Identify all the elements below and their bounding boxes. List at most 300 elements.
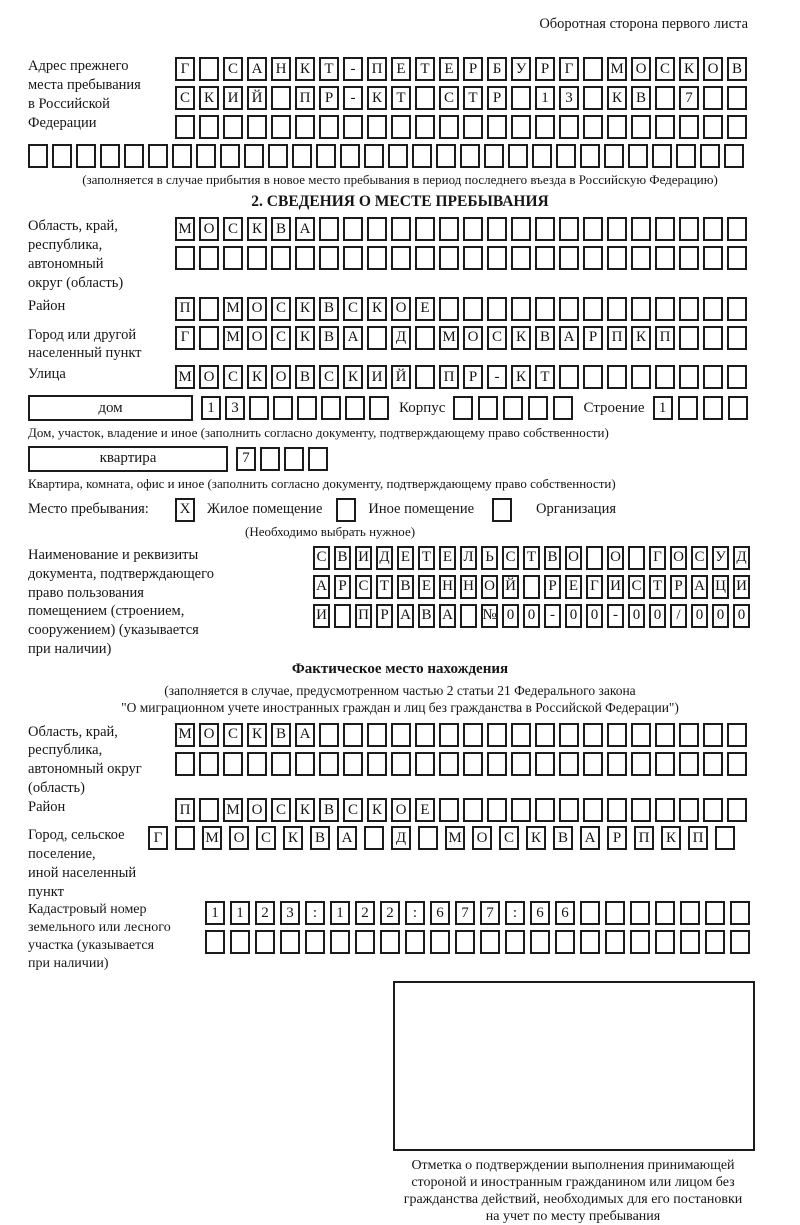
form-cell <box>330 930 350 954</box>
form-cell: В <box>310 826 330 850</box>
form-cell: - <box>343 57 363 81</box>
form-cell: Г <box>586 575 603 599</box>
ulitsa-label: Улица <box>28 366 66 383</box>
form-cell <box>271 86 291 110</box>
form-cell <box>199 297 219 321</box>
form-cell <box>705 901 725 925</box>
form-cell: Т <box>376 575 393 599</box>
form-cell: Н <box>271 57 291 81</box>
form-cell <box>655 297 675 321</box>
form-cell: Е <box>565 575 582 599</box>
form-cell <box>334 604 351 628</box>
raion-row <box>175 297 747 321</box>
form-cell <box>727 115 747 139</box>
form-cell <box>630 930 650 954</box>
form-cell <box>412 144 432 168</box>
form-cell <box>655 115 675 139</box>
form-cell <box>535 246 555 270</box>
form-cell <box>284 447 304 471</box>
form-cell: 3 <box>280 901 300 925</box>
form-cell: Й <box>502 575 519 599</box>
fact-note-1: (заполняется в случае, предусмотренном частью 2 статьи 21 Федерального закона <box>164 682 636 698</box>
form-cell <box>230 930 250 954</box>
form-cell <box>364 826 384 850</box>
form-cell <box>260 447 280 471</box>
form-cell <box>580 901 600 925</box>
form-cell <box>678 396 698 420</box>
form-cell <box>511 115 531 139</box>
choose-note: (Необходимо выбрать нужное) <box>245 523 416 539</box>
gorod-row <box>175 326 747 350</box>
form-cell: У <box>712 546 729 570</box>
form-cell <box>175 246 195 270</box>
form-cell <box>655 246 675 270</box>
form-cell <box>559 246 579 270</box>
form-cell <box>343 115 363 139</box>
form-cell: К <box>679 57 699 81</box>
form-cell: С <box>343 798 363 822</box>
form-cell: Т <box>319 57 339 81</box>
form-cell <box>628 546 645 570</box>
form-cell <box>247 246 267 270</box>
form-cell <box>52 144 72 168</box>
form-cell: Ь <box>481 546 498 570</box>
form-cell <box>172 144 192 168</box>
form-cell <box>535 297 555 321</box>
checkbox-inoe <box>336 498 356 522</box>
form-cell: Р <box>544 575 561 599</box>
form-cell <box>583 246 603 270</box>
form-cell <box>559 365 579 389</box>
form-cell <box>703 246 723 270</box>
form-cell: Д <box>376 546 393 570</box>
form-cell <box>607 798 627 822</box>
form-cell <box>583 752 603 776</box>
form-cell <box>631 798 651 822</box>
form-cell <box>28 144 48 168</box>
form-cell <box>316 144 336 168</box>
form-cell <box>205 930 225 954</box>
form-cell: П <box>607 326 627 350</box>
form-cell <box>319 217 339 241</box>
form-cell <box>508 144 528 168</box>
form-cell <box>559 217 579 241</box>
form-cell: : <box>305 901 325 925</box>
form-cell <box>532 144 552 168</box>
fact-raion-row <box>175 798 747 822</box>
prev-address-row-2 <box>175 86 747 110</box>
doc-rows <box>313 546 750 628</box>
form-cell: 6 <box>555 901 575 925</box>
mesto-label: Место пребывания: <box>28 501 149 518</box>
form-cell: И <box>223 86 243 110</box>
fact-oblast-row-1 <box>175 723 747 747</box>
form-cell <box>559 723 579 747</box>
form-cell: А <box>337 826 357 850</box>
form-cell: С <box>271 297 291 321</box>
form-cell: К <box>295 57 315 81</box>
form-cell: П <box>295 86 315 110</box>
form-cell <box>439 246 459 270</box>
zhiloe-label: Жилое помещение <box>207 501 323 518</box>
form-cell <box>343 752 363 776</box>
form-cell: М <box>223 326 243 350</box>
form-cell: 0 <box>586 604 603 628</box>
form-cell: Р <box>463 365 483 389</box>
form-cell <box>391 723 411 747</box>
form-cell: Р <box>583 326 603 350</box>
form-cell <box>268 144 288 168</box>
form-cell <box>559 752 579 776</box>
form-cell <box>528 396 548 420</box>
form-cell: П <box>175 798 195 822</box>
form-cell: 0 <box>691 604 708 628</box>
form-cell <box>175 752 195 776</box>
kvartira-caption: Квартира, комната, офис и иное (заполнить согласно документу, подтверждающему право собственности) <box>28 475 616 491</box>
form-cell: К <box>247 365 267 389</box>
form-cell: П <box>439 365 459 389</box>
form-cell <box>703 752 723 776</box>
form-cell: В <box>295 365 315 389</box>
form-cell <box>460 604 477 628</box>
doc-row-1 <box>313 546 750 570</box>
form-cell: М <box>175 723 195 747</box>
form-cell <box>295 752 315 776</box>
form-cell <box>628 144 648 168</box>
form-cell <box>553 396 573 420</box>
form-cell <box>583 297 603 321</box>
form-cell <box>604 144 624 168</box>
form-cell: В <box>319 297 339 321</box>
form-cell <box>727 326 747 350</box>
form-cell: А <box>343 326 363 350</box>
form-cell <box>523 575 540 599</box>
form-cell <box>100 144 120 168</box>
form-cell <box>439 297 459 321</box>
form-cell <box>679 752 699 776</box>
form-cell <box>484 144 504 168</box>
form-cell: Т <box>391 86 411 110</box>
form-cell: 2 <box>255 901 275 925</box>
form-cell: В <box>334 546 351 570</box>
form-cell: Д <box>391 826 411 850</box>
form-cell: 0 <box>733 604 750 628</box>
form-cell: О <box>670 546 687 570</box>
form-cell <box>655 752 675 776</box>
form-cell <box>244 144 264 168</box>
form-cell: К <box>283 826 303 850</box>
form-cell <box>367 752 387 776</box>
form-cell <box>439 798 459 822</box>
form-cell: В <box>397 575 414 599</box>
form-cell <box>415 723 435 747</box>
form-cell: П <box>655 326 675 350</box>
form-cell <box>480 930 500 954</box>
form-cell <box>367 115 387 139</box>
form-cell: С <box>223 365 243 389</box>
form-cell: Е <box>415 297 435 321</box>
form-cell: В <box>319 798 339 822</box>
form-cell <box>703 297 723 321</box>
form-cell: В <box>544 546 561 570</box>
form-cell: В <box>271 217 291 241</box>
form-cell: С <box>355 575 372 599</box>
form-cell <box>367 217 387 241</box>
form-cell: К <box>511 326 531 350</box>
form-cell: Р <box>535 57 555 81</box>
prev-address-row-3 <box>175 115 747 139</box>
form-cell: К <box>295 297 315 321</box>
form-cell <box>535 798 555 822</box>
form-cell <box>583 115 603 139</box>
form-cell: С <box>487 326 507 350</box>
form-cell: Т <box>649 575 666 599</box>
form-cell <box>559 115 579 139</box>
section2-title: 2. СВЕДЕНИЯ О МЕСТЕ ПРЕБЫВАНИЯ <box>251 193 549 211</box>
doc-row-3 <box>313 604 750 628</box>
doc-row-2 <box>313 575 750 599</box>
form-cell <box>199 115 219 139</box>
stroenie-cells <box>653 396 748 420</box>
form-cell <box>679 326 699 350</box>
form-cell: О <box>199 217 219 241</box>
form-cell: / <box>670 604 687 628</box>
form-cell <box>535 115 555 139</box>
form-cell <box>199 246 219 270</box>
form-cell: К <box>631 326 651 350</box>
form-cell <box>680 901 700 925</box>
form-cell <box>607 217 627 241</box>
form-cell: Й <box>247 86 267 110</box>
form-cell: Е <box>439 57 459 81</box>
fact-gorod-field <box>28 826 772 901</box>
form-cell <box>463 246 483 270</box>
form-cell <box>655 86 675 110</box>
form-cell <box>367 246 387 270</box>
form-cell <box>679 798 699 822</box>
checkbox-organizatsiya <box>492 498 512 522</box>
form-cell: - <box>607 604 624 628</box>
form-cell <box>679 365 699 389</box>
form-cell: К <box>511 365 531 389</box>
form-cell <box>273 396 293 420</box>
form-cell: П <box>355 604 372 628</box>
form-cell <box>511 297 531 321</box>
prev-address-row-1 <box>175 57 747 81</box>
form-cell <box>679 246 699 270</box>
form-cell <box>631 297 651 321</box>
form-cell <box>607 752 627 776</box>
form-cell <box>463 798 483 822</box>
form-cell <box>530 930 550 954</box>
form-cell: М <box>202 826 222 850</box>
form-cell <box>487 246 507 270</box>
korpus-label: Корпус <box>399 399 446 416</box>
form-cell: 7 <box>480 901 500 925</box>
form-cell <box>418 826 438 850</box>
form-cell: А <box>295 217 315 241</box>
form-cell <box>415 86 435 110</box>
form-cell <box>415 365 435 389</box>
form-cell: М <box>175 217 195 241</box>
form-cell <box>728 396 748 420</box>
form-cell: В <box>535 326 555 350</box>
form-cell <box>492 498 512 522</box>
form-cell: : <box>505 901 525 925</box>
form-cell <box>124 144 144 168</box>
form-cell: 3 <box>225 396 245 420</box>
form-cell <box>700 144 720 168</box>
form-cell <box>319 246 339 270</box>
form-cell: 0 <box>502 604 519 628</box>
form-cell <box>271 752 291 776</box>
form-cell: И <box>367 365 387 389</box>
form-cell: М <box>445 826 465 850</box>
form-cell <box>703 723 723 747</box>
fact-title: Фактическое место нахождения <box>291 660 509 677</box>
raion-label: Район <box>28 297 66 314</box>
kadastr-rows <box>205 901 750 954</box>
form-cell: С <box>256 826 276 850</box>
form-cell <box>705 930 725 954</box>
form-cell <box>367 326 387 350</box>
form-cell <box>680 930 700 954</box>
form-cell <box>679 723 699 747</box>
form-cell <box>415 115 435 139</box>
form-cell <box>321 396 341 420</box>
form-cell <box>535 217 555 241</box>
form-cell: С <box>691 546 708 570</box>
form-cell: Г <box>649 546 666 570</box>
form-cell: Т <box>418 546 435 570</box>
oblast-label: Область, край, республика, автономный округ (область) <box>28 218 124 291</box>
fact-oblast-field <box>28 723 772 798</box>
form-cell <box>631 115 651 139</box>
form-cell: А <box>559 326 579 350</box>
form-cell: А <box>247 57 267 81</box>
fact-raion-label: Район <box>28 799 66 815</box>
form-cell <box>607 297 627 321</box>
form-cell <box>535 723 555 747</box>
form-cell <box>583 86 603 110</box>
form-cell: У <box>511 57 531 81</box>
form-cell <box>607 115 627 139</box>
form-cell <box>271 115 291 139</box>
form-cell <box>727 86 747 110</box>
form-cell <box>297 396 317 420</box>
fact-gorod-row <box>148 826 735 850</box>
confirmation-stamp-box <box>393 981 755 1151</box>
prev-address-label: Адрес прежнего места пребывания в Российской Федерации <box>28 58 141 131</box>
form-cell <box>583 365 603 389</box>
form-cell: О <box>391 297 411 321</box>
form-cell: 6 <box>430 901 450 925</box>
form-cell <box>364 144 384 168</box>
form-cell <box>703 396 723 420</box>
form-cell: 1 <box>535 86 555 110</box>
form-cell: Р <box>670 575 687 599</box>
form-cell: Р <box>463 57 483 81</box>
form-cell: С <box>343 297 363 321</box>
form-cell: М <box>223 798 243 822</box>
form-cell: Р <box>376 604 393 628</box>
form-cell <box>580 144 600 168</box>
form-cell <box>511 217 531 241</box>
form-cell: В <box>631 86 651 110</box>
form-cell <box>439 115 459 139</box>
form-cell: Т <box>415 57 435 81</box>
form-cell <box>655 901 675 925</box>
form-cell: К <box>367 86 387 110</box>
form-cell: 1 <box>653 396 673 420</box>
form-cell <box>343 246 363 270</box>
form-cell <box>463 297 483 321</box>
form-cell <box>463 115 483 139</box>
fact-note-2: "О миграционном учете иностранных граждан и лиц без гражданства в Российской Федерации") <box>121 699 679 715</box>
form-cell: 0 <box>712 604 729 628</box>
gorod-label: Город или другой населенный пункт <box>28 326 142 362</box>
form-cell <box>727 217 747 241</box>
form-cell: - <box>544 604 561 628</box>
form-cell: Г <box>148 826 168 850</box>
form-cell <box>463 723 483 747</box>
form-cell <box>199 57 219 81</box>
form-cell <box>655 723 675 747</box>
form-cell: И <box>313 604 330 628</box>
form-cell <box>727 246 747 270</box>
form-cell <box>703 798 723 822</box>
form-cell <box>511 752 531 776</box>
form-cell: О <box>391 798 411 822</box>
form-cell: С <box>655 57 675 81</box>
form-cell: К <box>247 723 267 747</box>
dom-row <box>28 395 772 421</box>
form-cell: Г <box>559 57 579 81</box>
form-cell: О <box>631 57 651 81</box>
form-cell <box>367 723 387 747</box>
form-cell <box>308 447 328 471</box>
form-cell <box>223 246 243 270</box>
form-cell <box>247 115 267 139</box>
form-cell <box>715 826 735 850</box>
form-cell <box>703 217 723 241</box>
form-cell <box>487 723 507 747</box>
form-cell: В <box>418 604 435 628</box>
form-cell <box>463 752 483 776</box>
form-cell: Л <box>460 546 477 570</box>
form-cell <box>487 752 507 776</box>
form-cell <box>630 901 650 925</box>
form-cell <box>580 930 600 954</box>
form-cell <box>345 396 365 420</box>
form-cell: 6 <box>530 901 550 925</box>
form-cell: В <box>319 326 339 350</box>
form-cell: И <box>607 575 624 599</box>
form-cell: 1 <box>230 901 250 925</box>
raion-field <box>28 297 772 321</box>
form-cell <box>607 723 627 747</box>
form-cell <box>631 723 651 747</box>
form-cell: Й <box>391 365 411 389</box>
form-cell: А <box>313 575 330 599</box>
form-cell: Т <box>463 86 483 110</box>
form-cell <box>391 217 411 241</box>
form-cell: В <box>271 723 291 747</box>
form-cell: Р <box>319 86 339 110</box>
prev-address-row-4 <box>28 144 772 168</box>
form-cell: Е <box>415 798 435 822</box>
form-cell <box>319 115 339 139</box>
